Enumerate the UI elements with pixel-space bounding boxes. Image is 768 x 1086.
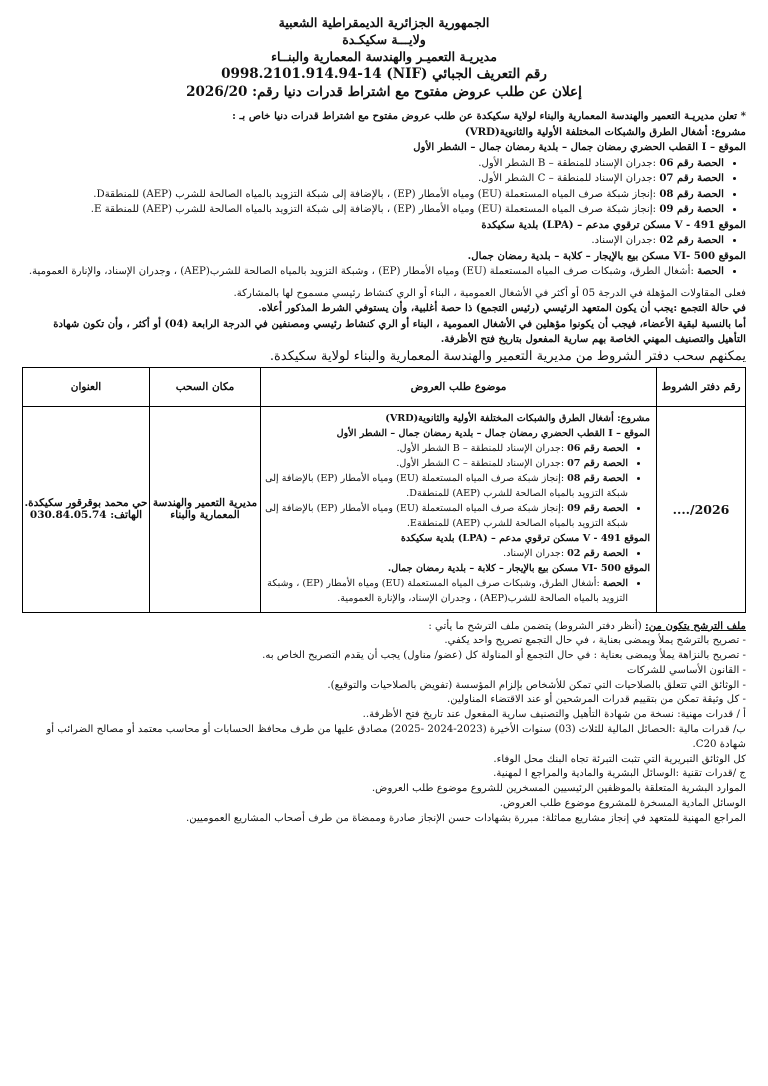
subject-lot-09: • الحصة رقم 09 :إنجاز شبكة صرف المياه المستعملة (EU) ومياه الأمطار (EP) بالإضافة إلى شبكة التزويد بالمياه الصالحة للشرب (AEP) للمنطقةE.	[265, 501, 628, 531]
republic-name: الجمهورية الجزائرية الديمقراطية الشعبية	[278, 15, 490, 30]
wilaya-name: ولايـــة سكيكـدة	[342, 32, 426, 47]
subject-lot-02: • الحصة رقم 02 :جدران الإسناد.	[265, 546, 628, 561]
doc-item: الوسائل المادية المسخرة للمشروع موضوع طلب العروض.	[499, 798, 746, 810]
site-6-title: الموقع VI- 500 مسكن بيع بالإيجار – كلابة – بلدية رمضان جمال.	[467, 249, 746, 262]
lot-07: • الحصة رقم 07 :جدران الإسناد للمنطقة – C الشطر الأول.	[22, 171, 724, 187]
doc-item: ج /قدرات تقنية :الوسائل البشرية والمادية والمراجع ا لمهنية.	[493, 768, 746, 780]
col-header-address: العنوان	[23, 367, 150, 406]
subject-cell	[261, 406, 657, 612]
doc-item: - كل وثيقة تمكن من بتقييم قدرات المرشحين أو عند الاقتضاء المناولين.	[447, 694, 746, 706]
address-cell: حي محمد بوقرقور سكيكدة. الهاتف: 030.84.05.74	[23, 406, 150, 612]
subject-site-1-lots	[265, 441, 650, 531]
lot-08: • الحصة رقم 08 :إنجاز شبكة صرف المياه المستعملة (EU) ومياه الأمطار (EP) ، بالإضافة إلى شبكة التزويد بالمياه الصالحة للشرب (AEP) للمنطقةD.	[22, 187, 724, 203]
site-5-lots	[22, 233, 746, 249]
site-6-lots	[22, 264, 746, 280]
col-header-subject: موضوع طلب العروض	[261, 367, 657, 406]
announcement-title: إعلان عن طلب عروض مفتوح مع اشتراط قدرات دنيا رقم: 2026/20	[186, 84, 582, 100]
doc-item: أ / قدرات مهنية: نسخة من شهادة التأهيل والتصنيف سارية المفعول عند تاريخ فتح الأظرفة..	[362, 709, 746, 721]
withdraw-place: مديرية التعمير والهندسة المعمارية والبناء	[150, 406, 261, 612]
application-file	[22, 619, 746, 827]
site-1-title: الموقع – I القطب الحضري رمضان جمال – بلدية رمضان جمال – الشطر الأول	[413, 141, 746, 153]
subject-site-5-lots	[265, 546, 650, 561]
subject-lot-site-6: • الحصة :أشغال الطرق، وشبكات صرف المياه المستعملة (EU) ومياه الأمطار (EP) ، وشبكة التزويد بالمياه الصالحة للشرب(AEP) ، وجدران الإسناد، والإنارة العمومية.	[265, 576, 628, 606]
subject-lot-07: • الحصة رقم 07 :جدران الإسناد للمنطقة – C الشطر الأول.	[265, 456, 628, 471]
intro-text: * تعلن مديريـة التعمير والهندسة المعمارية والبناء لولاية سكيكدة عن طلب عروض مفتوح مع اشتراط قدرات دنيا خاص بـ :	[232, 110, 746, 122]
doc-item: المراجع المهنية للمتعهد في إنجاز مشاريع مماثلة: مبررة بشهادات حسن الإنجاز صادرة وممضاة من طرف أصحاب المشاريع العموميين.	[185, 812, 746, 824]
docs-heading: ملف الترشح يتكون من: (أنظر دفتر الشروط) يتضمن ملف الترشح ما يأتي :	[428, 619, 746, 632]
subject-lot-06: • الحصة رقم 06 :جدران الإسناد للمنطقة – B الشطر الأول.	[265, 441, 628, 456]
condition-3: أما بالنسبة لبقية الأعضاء، فيجب أن يكونوا مؤهلين في الأشغال العمومية ، البناء أو الري كنشاط رئيسي ومصنفين في الدرجة الرابعة (04) أو أكثر ، وأن تكون شهادة التأهيل والتصنيف المهني الخاصة بهم سارية المفعول بتاريخ فتح الأظرفة.	[53, 317, 746, 345]
condition-2: في حالة التجمع :يجب أن يكون المتعهد الرئيسي (رئيس التجمع) ذا حصة أغلبية، وأن يستوفي الشرط المذكور أعلاه.	[258, 302, 746, 314]
site-5-title: الموقع V - 491 مسكن ترقوي مدعم – (LPA) بلدية سكيكدة	[481, 218, 746, 231]
lot-06: • الحصة رقم 06 :جدران الإسناد للمنطقة – B الشطر الأول.	[22, 156, 724, 172]
table-row	[23, 406, 746, 612]
subject-site-5: الموقع V - 491 مسكن ترقوي مدعم – (LPA) بلدية سكيكدة	[400, 532, 650, 544]
table-header-row	[23, 367, 746, 406]
doc-item: الموارد البشرية المتعلقة بالموظفين الرئيسيين المسخرين للشروع موضوع طلب العروض.	[371, 783, 746, 795]
project-title: مشروع: أشغال الطرق والشبكات المختلفة الأولية والثانوية(VRD)	[464, 125, 746, 138]
doc-item: - الوثائق التي تتعلق بالصلاحيات التي تمكن للأشخاص بإلزام المؤسسة (تفويض بالصلاحيات والتوقيع).	[327, 679, 746, 691]
directorate-name: مديريـة التعميـر والهندسة المعمارية والبنــاء	[271, 49, 497, 64]
tax-id: رقم التعريف الجبائي (NIF) 0998.2101.914.94-14	[221, 66, 547, 82]
letterhead	[22, 14, 746, 101]
spec-number: 2026/....	[657, 406, 746, 612]
doc-item: - تصريح بالنزاهة يملأ ويمضى بعناية : في حال التجمع أو المناولة كل (عضو/ مناول) يجب أن يقدم التصريح الخاص به.	[262, 650, 746, 662]
condition-1: فعلى المقاولات المؤهلة في الدرجة 05 أو أكثر في الأشغال العمومية ، البناء أو الري كنشاط رئيسي مسموح لها بالمشاركة.	[233, 287, 746, 299]
doc-item: ب/ قدرات مالية :الحصائل المالية للثلاث (03) سنوات الأخيرة (2023-2024 -2025) مصادق عليها من طرف محافظ الحسابات أو محاسب معتمد أو مصالح الضرائب أو شهادة C20.	[46, 724, 746, 750]
lot-site-6: • الحصة :أشغال الطرق، وشبكات صرف المياه المستعملة (EU) ومياه الأمطار (EP) ، وشبكة التزويد بالمياه الصالحة للشرب(AEP) ، وجدران الإسناد، والإنارة العمومية.	[22, 264, 724, 280]
subject-project: مشروع: أشغال الطرق والشبكات المختلفة الأولية والثانوية(VRD)	[385, 412, 650, 424]
doc-item: كل الوثائق التبريرية التي تثبت التبرئة تجاه البنك محل الوفاء.	[493, 753, 746, 765]
lot-02: • الحصة رقم 02 :جدران الإسناد.	[22, 233, 724, 249]
tender-table	[22, 367, 746, 613]
doc-item: - تصريح بالترشح يملأ ويمضى بعناية ، في حال التجمع تصريح واحد يكفي.	[444, 635, 746, 647]
col-header-place: مكان السحب	[150, 367, 261, 406]
withdraw-note: يمكنهم سحب دفتر الشروط من مديرية التعمير والهندسة المعمارية والبناء لولاية سكيكدة.	[269, 348, 746, 364]
subject-site-1: الموقع – I القطب الحضري رمضان جمال – بلدية رمضان جمال – الشطر الأول	[336, 427, 650, 439]
lot-09: • الحصة رقم 09 :إنجاز شبكة صرف المياه المستعملة (EU) ومياه الأمطار (EP) ، بالإضافة إلى شبكة التزويد بالمياه الصالحة للشرب (AEP) للمنطقة E.	[22, 202, 724, 218]
subject-lot-08: • الحصة رقم 08 :إنجاز شبكة صرف المياه المستعملة (EU) ومياه الأمطار (EP) بالإضافة إلى شبكة التزويد بالمياه الصالحة للشرب (AEP) للمنطقةD.	[265, 471, 628, 501]
doc-item: - القانون الأساسي للشركات	[627, 664, 746, 676]
site-1-lots	[22, 156, 746, 218]
announcement-page	[22, 14, 746, 827]
subject-site-6-lots	[265, 576, 650, 606]
col-header-number: رقم دفتر الشروط	[657, 367, 746, 406]
subject-site-6: الموقع VI- 500 مسكن بيع بالإيجار – كلابة – بلدية رمضان جمال.	[387, 562, 650, 574]
